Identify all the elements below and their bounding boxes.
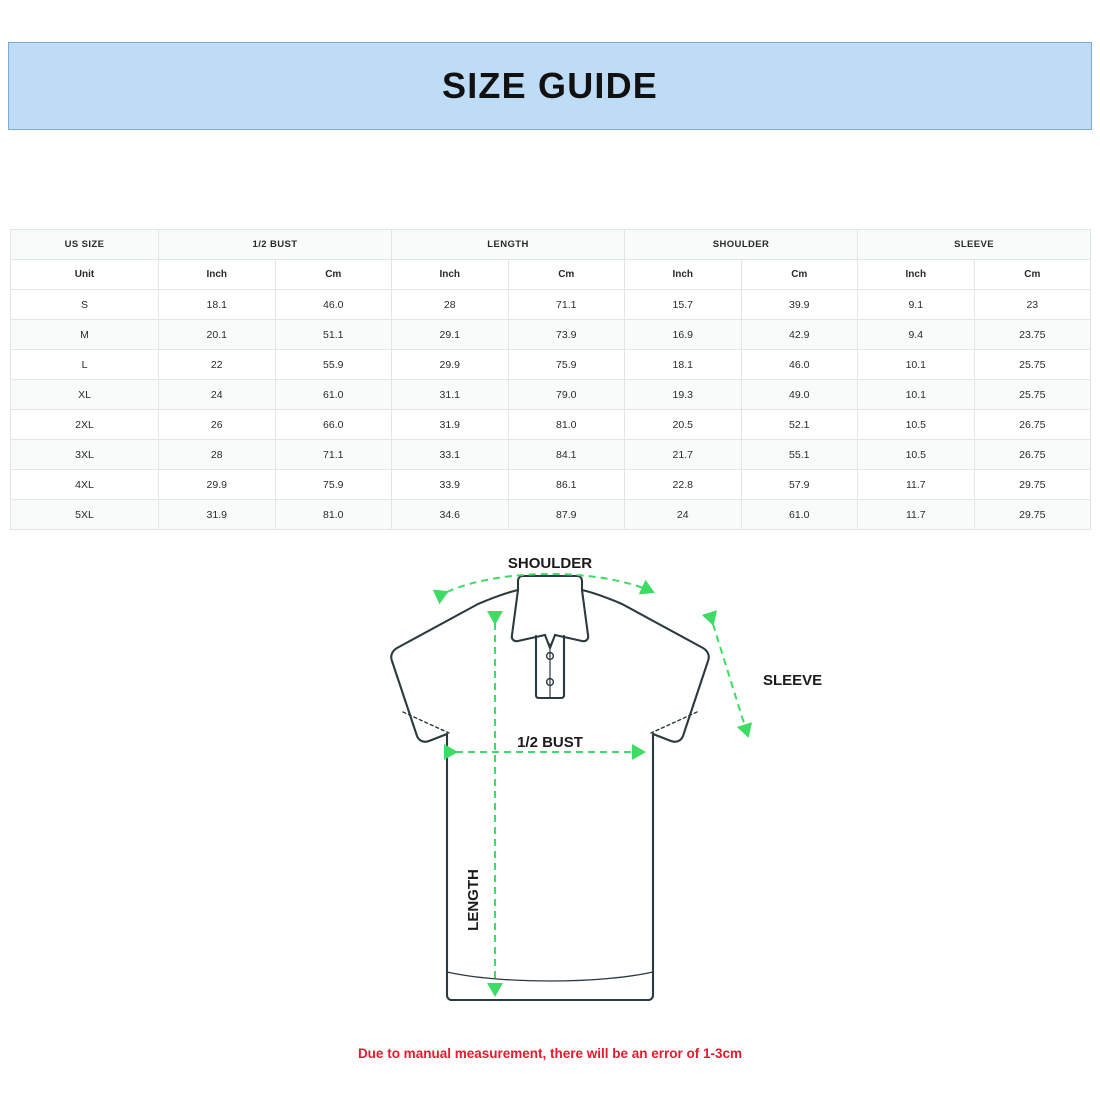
unit-shoulder-cm: Cm: [741, 260, 858, 290]
size-table: [10, 229, 1091, 530]
cell-value: 28: [392, 290, 509, 320]
cell-value: 33.1: [392, 440, 509, 470]
cell-value: 29.9: [392, 350, 509, 380]
cell-value: 81.0: [275, 500, 392, 530]
cell-size: S: [11, 290, 159, 320]
cell-value: 49.0: [741, 380, 858, 410]
table-body: [11, 290, 1091, 530]
sleeve-label: SLEEVE: [763, 672, 823, 689]
cell-value: 66.0: [275, 410, 392, 440]
cell-value: 22.8: [625, 470, 742, 500]
cell-value: 46.0: [275, 290, 392, 320]
cell-value: 75.9: [508, 350, 625, 380]
cell-value: 57.9: [741, 470, 858, 500]
bust-label: 1/2 BUST: [517, 734, 583, 751]
cell-value: 42.9: [741, 320, 858, 350]
cell-value: 28: [159, 440, 276, 470]
cell-value: 33.9: [392, 470, 509, 500]
cell-value: 34.6: [392, 500, 509, 530]
unit-sleeve-inch: Inch: [858, 260, 975, 290]
cell-value: 29.75: [974, 500, 1091, 530]
unit-length-inch: Inch: [392, 260, 509, 290]
cell-value: 26: [159, 410, 276, 440]
cell-size: M: [11, 320, 159, 350]
cell-size: XL: [11, 380, 159, 410]
cell-value: 86.1: [508, 470, 625, 500]
cell-size: 5XL: [11, 500, 159, 530]
group-header-us-size: US SIZE: [11, 230, 159, 260]
table-row: [11, 410, 1091, 440]
page-title: SIZE GUIDE: [441, 65, 659, 106]
table-row: [11, 290, 1091, 320]
cell-value: 19.3: [625, 380, 742, 410]
cell-value: 31.9: [392, 410, 509, 440]
sleeve-measure-arrow: [713, 624, 748, 736]
unit-sleeve-cm: Cm: [974, 260, 1091, 290]
table-head: [11, 230, 1091, 290]
group-header-sleeve: SLEEVE: [858, 230, 1091, 260]
cell-value: 73.9: [508, 320, 625, 350]
cell-value: 55.9: [275, 350, 392, 380]
cell-value: 26.75: [974, 440, 1091, 470]
unit-header-row: [11, 260, 1091, 290]
cell-size: 2XL: [11, 410, 159, 440]
table-row: [11, 380, 1091, 410]
size-table-container: [10, 229, 1090, 530]
cell-value: 21.7: [625, 440, 742, 470]
cell-value: 18.1: [625, 350, 742, 380]
cell-value: 10.1: [858, 380, 975, 410]
cell-value: 26.75: [974, 410, 1091, 440]
cell-value: 87.9: [508, 500, 625, 530]
cell-value: 23: [974, 290, 1091, 320]
unit-length-cm: Cm: [508, 260, 625, 290]
unit-bust-cm: Cm: [275, 260, 392, 290]
cell-size: 4XL: [11, 470, 159, 500]
cell-value: 24: [625, 500, 742, 530]
cell-value: 20.5: [625, 410, 742, 440]
polo-shirt-illustration: [391, 576, 709, 1000]
cell-value: 16.9: [625, 320, 742, 350]
table-row: [11, 470, 1091, 500]
unit-label: Unit: [11, 260, 159, 290]
cell-value: 29.75: [974, 470, 1091, 500]
cell-size: 3XL: [11, 440, 159, 470]
measurement-diagram: [0, 540, 1100, 1050]
cell-value: 55.1: [741, 440, 858, 470]
cell-value: 25.75: [974, 350, 1091, 380]
cell-value: 9.1: [858, 290, 975, 320]
cell-value: 51.1: [275, 320, 392, 350]
group-header-row: [11, 230, 1091, 260]
group-header-shoulder: SHOULDER: [625, 230, 858, 260]
cell-value: 81.0: [508, 410, 625, 440]
shoulder-label: SHOULDER: [507, 555, 593, 572]
cell-value: 29.9: [159, 470, 276, 500]
unit-bust-inch: Inch: [159, 260, 276, 290]
header-banner: [8, 42, 1092, 130]
cell-value: 22: [159, 350, 276, 380]
cell-value: 84.1: [508, 440, 625, 470]
table-row: [11, 500, 1091, 530]
cell-value: 79.0: [508, 380, 625, 410]
cell-value: 61.0: [741, 500, 858, 530]
cell-value: 9.4: [858, 320, 975, 350]
cell-value: 10.5: [858, 410, 975, 440]
cell-value: 75.9: [275, 470, 392, 500]
table-row: [11, 320, 1091, 350]
cell-value: 52.1: [741, 410, 858, 440]
cell-value: 23.75: [974, 320, 1091, 350]
cell-size: L: [11, 350, 159, 380]
cell-value: 11.7: [858, 500, 975, 530]
cell-value: 31.9: [159, 500, 276, 530]
cell-value: 10.5: [858, 440, 975, 470]
group-header-bust: 1/2 BUST: [159, 230, 392, 260]
cell-value: 10.1: [858, 350, 975, 380]
table-row: [11, 350, 1091, 380]
cell-value: 71.1: [508, 290, 625, 320]
cell-value: 15.7: [625, 290, 742, 320]
cell-value: 39.9: [741, 290, 858, 320]
cell-value: 71.1: [275, 440, 392, 470]
cell-value: 24: [159, 380, 276, 410]
cell-value: 11.7: [858, 470, 975, 500]
table-row: [11, 440, 1091, 470]
cell-value: 18.1: [159, 290, 276, 320]
cell-value: 46.0: [741, 350, 858, 380]
length-label: LENGTH: [465, 869, 482, 931]
cell-value: 29.1: [392, 320, 509, 350]
measurement-disclaimer: Due to manual measurement, there will be an error of 1-3cm: [357, 1046, 743, 1061]
cell-value: 20.1: [159, 320, 276, 350]
cell-value: 61.0: [275, 380, 392, 410]
cell-value: 25.75: [974, 380, 1091, 410]
unit-shoulder-inch: Inch: [625, 260, 742, 290]
group-header-length: LENGTH: [392, 230, 625, 260]
cell-value: 31.1: [392, 380, 509, 410]
